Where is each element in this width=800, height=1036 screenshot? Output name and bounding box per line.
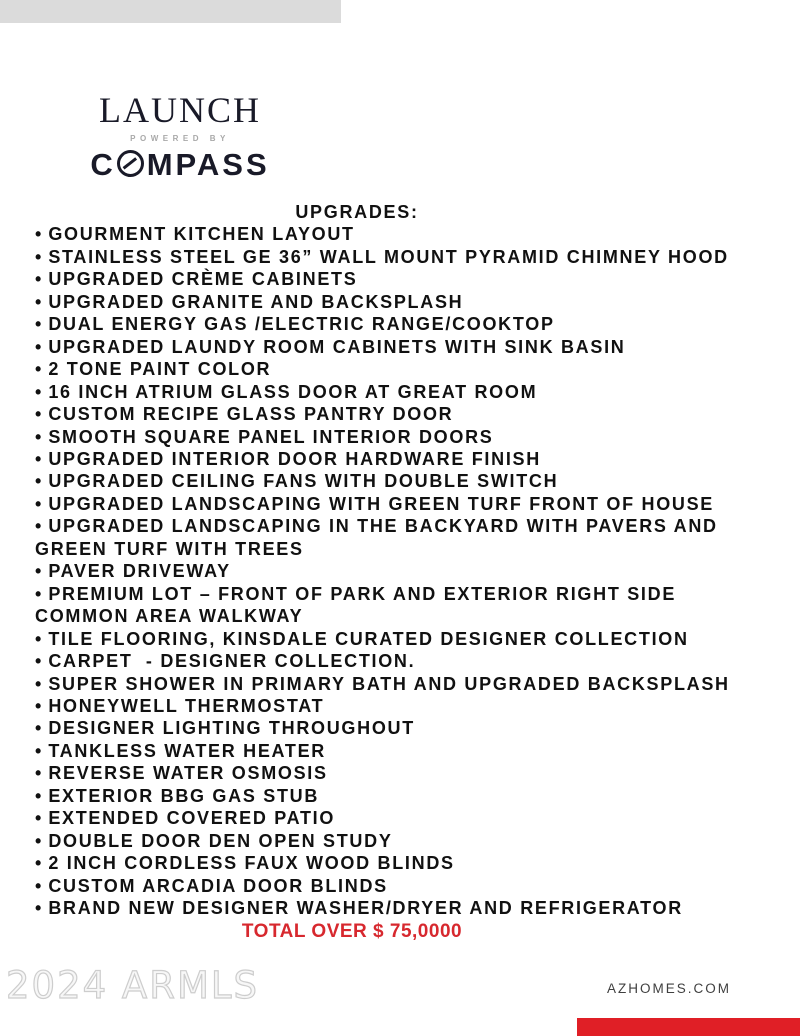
bullet-icon: • xyxy=(35,426,42,447)
footer-red-bar xyxy=(577,1018,800,1036)
bullet-icon: • xyxy=(35,651,42,672)
launch-wordmark: LAUNCH xyxy=(99,90,261,130)
list-item-text: UPGRADED LAUNDY ROOM CABINETS WITH SINK BASIN xyxy=(48,336,626,357)
list-item xyxy=(35,807,765,829)
bullet-icon: • xyxy=(35,561,42,582)
list-item xyxy=(35,717,765,739)
list-item xyxy=(35,583,765,628)
bullet-icon: • xyxy=(35,224,42,245)
list-item-text: UPGRADED CRÈME CABINETS xyxy=(48,269,358,290)
website-link: AZHOMES.COM xyxy=(607,981,732,996)
compass-slash-icon xyxy=(123,157,137,169)
list-item-text: CARPET - DESIGNER COLLECTION. xyxy=(48,651,416,672)
list-item xyxy=(35,291,765,313)
list-item-text: STAINLESS STEEL GE 36” WALL MOUNT PYRAMID CHIMNEY HOOD xyxy=(48,246,729,267)
list-item-text: TILE FLOORING, KINSDALE CURATED DESIGNER COLLECTION xyxy=(48,628,689,649)
list-item xyxy=(35,268,765,290)
bullet-icon: • xyxy=(35,516,42,537)
list-item-text: 2 INCH CORDLESS FAUX WOOD BLINDS xyxy=(48,853,455,874)
list-item xyxy=(35,313,765,335)
bullet-icon: • xyxy=(35,898,42,919)
bullet-icon: • xyxy=(35,583,42,604)
list-item-text: REVERSE WATER OSMOSIS xyxy=(48,763,328,784)
total-line: TOTAL OVER $ 75,0000 xyxy=(241,920,463,942)
bullet-icon: • xyxy=(35,448,42,469)
list-item xyxy=(35,358,765,380)
powered-by-tagline: POWERED BY xyxy=(130,133,230,143)
list-item xyxy=(35,470,765,492)
list-item xyxy=(35,740,765,762)
bullet-icon: • xyxy=(35,628,42,649)
list-item-text: UPGRADED INTERIOR DOOR HARDWARE FINISH xyxy=(48,448,541,469)
list-item-text: SUPER SHOWER IN PRIMARY BATH AND UPGRADED BACKSPLASH xyxy=(48,673,730,694)
list-item-text: GOURMENT KITCHEN LAYOUT xyxy=(48,224,355,245)
bullet-icon: • xyxy=(35,740,42,761)
bullet-icon: • xyxy=(35,269,42,290)
compass-suffix: MPASS xyxy=(146,146,270,182)
compass-prefix: C xyxy=(90,146,116,182)
bullet-icon: • xyxy=(35,359,42,380)
list-item xyxy=(35,448,765,470)
list-item xyxy=(35,426,765,448)
list-item-text: EXTENDED COVERED PATIO xyxy=(48,808,336,829)
compass-o-icon xyxy=(117,150,144,177)
bullet-icon: • xyxy=(35,853,42,874)
bullet-icon: • xyxy=(35,336,42,357)
bullet-icon: • xyxy=(35,808,42,829)
top-gray-bar xyxy=(0,0,341,23)
list-item xyxy=(35,403,765,425)
list-item xyxy=(35,830,765,852)
list-item-text: PAVER DRIVEWAY xyxy=(48,561,231,582)
upgrades-list xyxy=(35,223,765,919)
list-item xyxy=(35,560,765,582)
armls-watermark: 2024 ARMLS xyxy=(6,964,259,1007)
bullet-icon: • xyxy=(35,314,42,335)
list-item-text: HONEYWELL THERMOSTAT xyxy=(48,695,325,716)
brand-logo xyxy=(88,92,272,180)
list-item-text: CUSTOM ARCADIA DOOR BLINDS xyxy=(48,875,388,896)
bullet-icon: • xyxy=(35,291,42,312)
list-item xyxy=(35,493,765,515)
list-item-text: DESIGNER LIGHTING THROUGHOUT xyxy=(48,718,415,739)
upgrades-section xyxy=(35,201,765,943)
list-item-text: 2 TONE PAINT COLOR xyxy=(48,359,272,380)
bullet-icon: • xyxy=(35,718,42,739)
bullet-icon: • xyxy=(35,875,42,896)
bullet-icon: • xyxy=(35,830,42,851)
bullet-icon: • xyxy=(35,246,42,267)
bullet-icon: • xyxy=(35,785,42,806)
list-item-text: 16 INCH ATRIUM GLASS DOOR AT GREAT ROOM xyxy=(48,381,538,402)
list-item-text: DOUBLE DOOR DEN OPEN STUDY xyxy=(48,830,393,851)
compass-wordmark xyxy=(88,146,272,182)
list-item-text: EXTERIOR BBG GAS STUB xyxy=(48,785,320,806)
bullet-icon: • xyxy=(35,763,42,784)
list-item-text: UPGRADED CEILING FANS WITH DOUBLE SWITCH xyxy=(48,471,559,492)
list-item xyxy=(35,515,765,560)
bullet-icon: • xyxy=(35,493,42,514)
list-item-text: TANKLESS WATER HEATER xyxy=(48,740,327,761)
list-item xyxy=(35,852,765,874)
upgrades-heading: UPGRADES: xyxy=(295,202,419,222)
list-item-text: DUAL ENERGY GAS /ELECTRIC RANGE/COOKTOP xyxy=(48,314,555,335)
list-item xyxy=(35,785,765,807)
list-item xyxy=(35,897,765,919)
list-item xyxy=(35,875,765,897)
list-item-text: CUSTOM RECIPE GLASS PANTRY DOOR xyxy=(48,404,454,425)
list-item xyxy=(35,381,765,403)
list-item xyxy=(35,650,765,672)
list-item-text: BRAND NEW DESIGNER WASHER/DRYER AND REFRIGERATOR xyxy=(48,898,683,919)
list-item-text: PREMIUM LOT – FRONT OF PARK AND EXTERIOR RIGHT SIDE COMMON AREA WALKWAY xyxy=(35,583,683,627)
list-item xyxy=(35,246,765,268)
list-item xyxy=(35,628,765,650)
list-item-text: UPGRADED GRANITE AND BACKSPLASH xyxy=(48,291,464,312)
bullet-icon: • xyxy=(35,673,42,694)
list-item-text: UPGRADED LANDSCAPING WITH GREEN TURF FRONT OF HOUSE xyxy=(48,493,715,514)
bullet-icon: • xyxy=(35,471,42,492)
list-item xyxy=(35,336,765,358)
bullet-icon: • xyxy=(35,404,42,425)
list-item xyxy=(35,223,765,245)
list-item-text: SMOOTH SQUARE PANEL INTERIOR DOORS xyxy=(48,426,494,447)
list-item xyxy=(35,673,765,695)
list-item-text: UPGRADED LANDSCAPING IN THE BACKYARD WITH PAVERS AND GREEN TURF WITH TREES xyxy=(35,516,725,559)
bullet-icon: • xyxy=(35,695,42,716)
list-item xyxy=(35,695,765,717)
list-item xyxy=(35,762,765,784)
bullet-icon: • xyxy=(35,381,42,402)
